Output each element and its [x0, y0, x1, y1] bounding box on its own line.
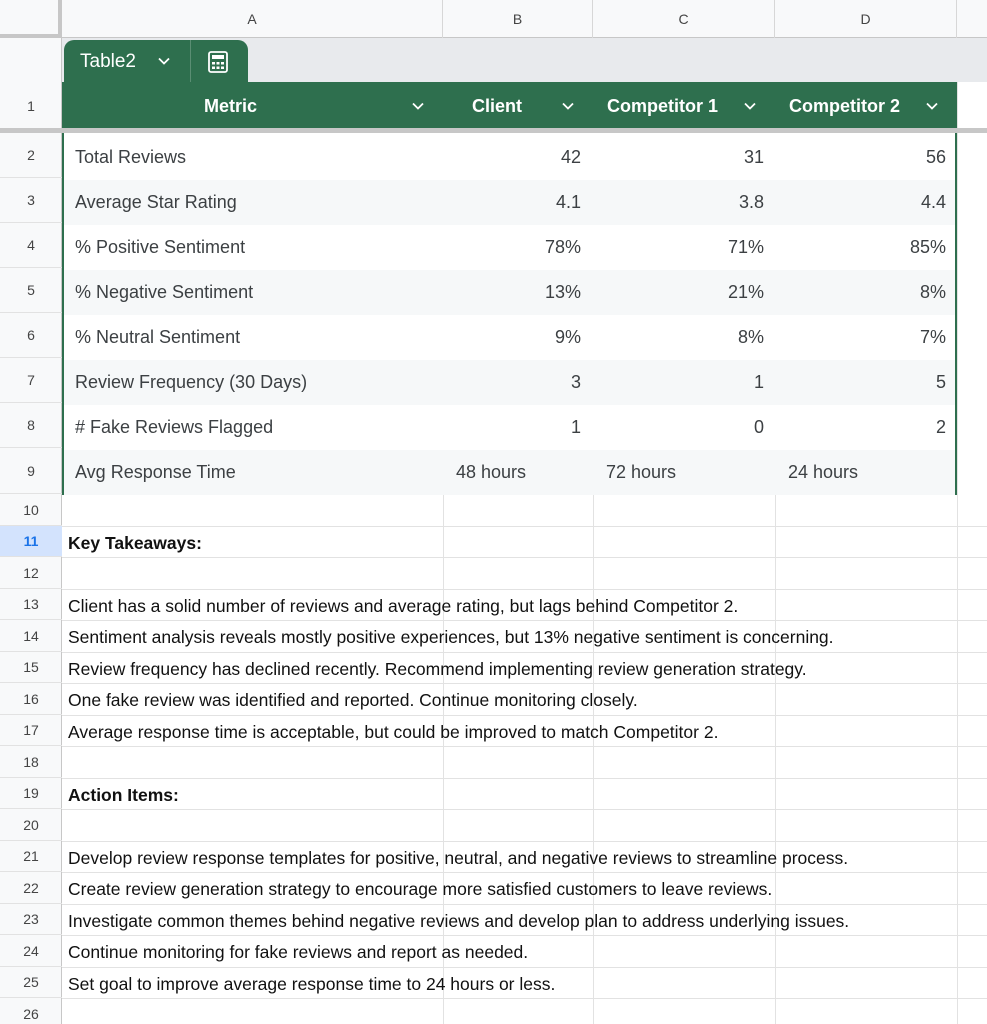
cell-metric[interactable]: % Neutral Sentiment — [75, 327, 241, 347]
header-competitor-2[interactable]: Competitor 2 — [789, 95, 901, 116]
action-item[interactable]: Develop review response templates for positive, neutral, and negative reviews to streamline process. — [68, 848, 849, 868]
row-header-15[interactable]: 15 — [0, 652, 62, 683]
grid-line — [62, 872, 987, 873]
cell-competitor-1[interactable]: 31 — [743, 147, 764, 167]
row-header-6[interactable]: 6 — [0, 313, 62, 358]
row-header-22[interactable]: 22 — [0, 872, 62, 904]
grid-line — [62, 809, 987, 810]
grid-line — [62, 652, 987, 653]
cell-client[interactable]: 42 — [560, 147, 581, 167]
row-header-14[interactable]: 14 — [0, 620, 62, 652]
table-row — [64, 270, 955, 315]
chevron-down-icon[interactable] — [924, 98, 940, 114]
row-header-bar — [0, 38, 62, 1024]
grid-line — [593, 494, 594, 1024]
grid-line — [62, 904, 987, 905]
row-header-13[interactable]: 13 — [0, 589, 62, 620]
row-header-7[interactable]: 7 — [0, 358, 62, 403]
cell-metric[interactable]: Total Reviews — [75, 147, 187, 167]
takeaway-item[interactable]: Average response time is acceptable, but could be improved to match Competitor 2. — [68, 722, 719, 742]
row-header-20[interactable]: 20 — [0, 809, 62, 841]
header-metric[interactable]: Metric — [204, 95, 258, 116]
row-header-24[interactable]: 24 — [0, 935, 62, 967]
takeaway-item[interactable]: Review frequency has declined recently. Recommend implementing review generation strategy. — [68, 659, 807, 679]
cell-client[interactable]: 1 — [570, 417, 581, 437]
row-header-11[interactable]: 11 — [0, 526, 62, 557]
chevron-down-icon[interactable] — [410, 98, 426, 114]
table-tab[interactable] — [64, 40, 248, 82]
chevron-down-icon[interactable] — [742, 98, 758, 114]
row-header-21[interactable]: 21 — [0, 841, 62, 872]
column-header-b[interactable]: B — [443, 0, 593, 38]
cell-client[interactable]: 13% — [544, 282, 581, 302]
row-header-23[interactable]: 23 — [0, 904, 62, 935]
cell-competitor-2[interactable]: 8% — [919, 282, 946, 302]
cell-competitor-2[interactable]: 85% — [909, 237, 946, 257]
action-item[interactable]: Investigate common themes behind negative reviews and develop plan to address underlying issues. — [68, 911, 850, 931]
row-header-3[interactable]: 3 — [0, 178, 62, 223]
cell-competitor-1[interactable]: 3.8 — [738, 192, 764, 212]
row-header-26[interactable]: 26 — [0, 998, 62, 1024]
cell-client[interactable]: 48 hours — [456, 462, 527, 482]
row-header-1[interactable]: 1 — [0, 82, 62, 130]
cell-competitor-2[interactable]: 2 — [935, 417, 946, 437]
grid-line — [62, 557, 987, 558]
grid-line — [62, 967, 987, 968]
header-competitor-1[interactable]: Competitor 1 — [607, 95, 719, 116]
cell-metric[interactable]: Avg Response Time — [75, 462, 236, 482]
cell-competitor-2[interactable]: 56 — [925, 147, 946, 167]
cell-metric[interactable]: # Fake Reviews Flagged — [75, 417, 274, 437]
row-header-18[interactable]: 18 — [0, 746, 62, 778]
action-item[interactable]: Set goal to improve average response time to 24 hours or less. — [68, 974, 556, 994]
chevron-down-icon[interactable] — [560, 98, 576, 114]
row-header-2[interactable]: 2 — [0, 133, 62, 178]
action-item[interactable]: Continue monitoring for fake reviews and report as needed. — [68, 942, 529, 962]
table-row — [64, 180, 955, 225]
row-header-16[interactable]: 16 — [0, 683, 62, 715]
table-row — [64, 360, 955, 405]
cell-metric[interactable]: Average Star Rating — [75, 192, 237, 212]
column-header-bar — [0, 0, 987, 38]
cell-client[interactable]: 78% — [544, 237, 581, 257]
header-client[interactable]: Client — [472, 95, 523, 116]
table-body — [62, 133, 957, 495]
cell-competitor-1[interactable]: 8% — [737, 327, 764, 347]
row-header-8[interactable]: 8 — [0, 403, 62, 448]
row-header-4[interactable]: 4 — [0, 223, 62, 268]
grid-line — [62, 998, 987, 999]
tab-divider — [190, 40, 191, 82]
cell-metric[interactable]: Review Frequency (30 Days) — [75, 372, 308, 392]
cell-competitor-1[interactable]: 72 hours — [606, 462, 677, 482]
cell-client[interactable]: 3 — [570, 372, 581, 392]
grid-line — [62, 935, 987, 936]
action-item[interactable]: Create review generation strategy to encourage more satisfied customers to leave reviews. — [68, 879, 773, 899]
cell-metric[interactable]: % Negative Sentiment — [75, 282, 254, 302]
table-row — [64, 315, 955, 360]
calculator-icon[interactable] — [206, 50, 230, 74]
action-items-title[interactable]: Action Items: — [68, 785, 179, 805]
column-header-a[interactable]: A — [62, 0, 443, 38]
cell-client[interactable]: 9% — [554, 327, 581, 347]
chevron-down-icon[interactable] — [156, 53, 172, 69]
cell-competitor-2[interactable]: 7% — [919, 327, 946, 347]
column-header-d[interactable]: D — [775, 0, 957, 38]
row-header-9[interactable]: 9 — [0, 448, 62, 494]
cell-competitor-2[interactable]: 5 — [935, 372, 946, 392]
table-row — [64, 135, 955, 180]
table-row — [64, 225, 955, 270]
column-header-c[interactable]: C — [593, 0, 775, 38]
table-name[interactable]: Table2 — [80, 51, 136, 72]
grid-line — [62, 715, 987, 716]
row-header-17[interactable]: 17 — [0, 715, 62, 746]
column-header-e[interactable] — [957, 0, 987, 38]
cell-competitor-2[interactable]: 24 hours — [788, 462, 859, 482]
takeaway-item[interactable]: Sentiment analysis reveals mostly positive experiences, but 13% negative sentiment is concerning. — [68, 627, 834, 647]
table-row — [64, 450, 955, 495]
row-header-25[interactable]: 25 — [0, 967, 62, 998]
cell-metric[interactable]: % Positive Sentiment — [75, 237, 246, 257]
table-header-row — [62, 82, 957, 130]
row-header-5[interactable]: 5 — [0, 268, 62, 313]
row-header-19[interactable]: 19 — [0, 778, 62, 809]
row-header-12[interactable]: 12 — [0, 557, 62, 589]
cell-client[interactable]: 4.1 — [555, 192, 581, 212]
grid-line — [775, 494, 776, 1024]
grid-line — [62, 589, 987, 590]
row-header-10[interactable]: 10 — [0, 494, 62, 526]
cell-competitor-1[interactable]: 1 — [753, 372, 764, 392]
cell-competitor-1[interactable]: 21% — [727, 282, 764, 302]
grid-line — [62, 841, 987, 842]
cell-competitor-2[interactable]: 4.4 — [920, 192, 946, 212]
grid-line — [957, 38, 958, 1024]
grid-line — [62, 683, 987, 684]
select-all-corner[interactable] — [0, 0, 62, 38]
takeaway-item[interactable]: Client has a solid number of reviews and average rating, but lags behind Competitor 2. — [68, 596, 739, 616]
key-takeaways-title[interactable]: Key Takeaways: — [68, 533, 202, 553]
grid-line — [62, 778, 987, 779]
cell-competitor-1[interactable]: 71% — [727, 237, 764, 257]
takeaway-item[interactable]: One fake review was identified and reported. Continue monitoring closely. — [68, 690, 638, 710]
grid-line — [62, 620, 987, 621]
grid-line — [62, 746, 987, 747]
grid-line — [62, 526, 987, 527]
cell-competitor-1[interactable]: 0 — [753, 417, 764, 437]
table-row — [64, 405, 955, 450]
